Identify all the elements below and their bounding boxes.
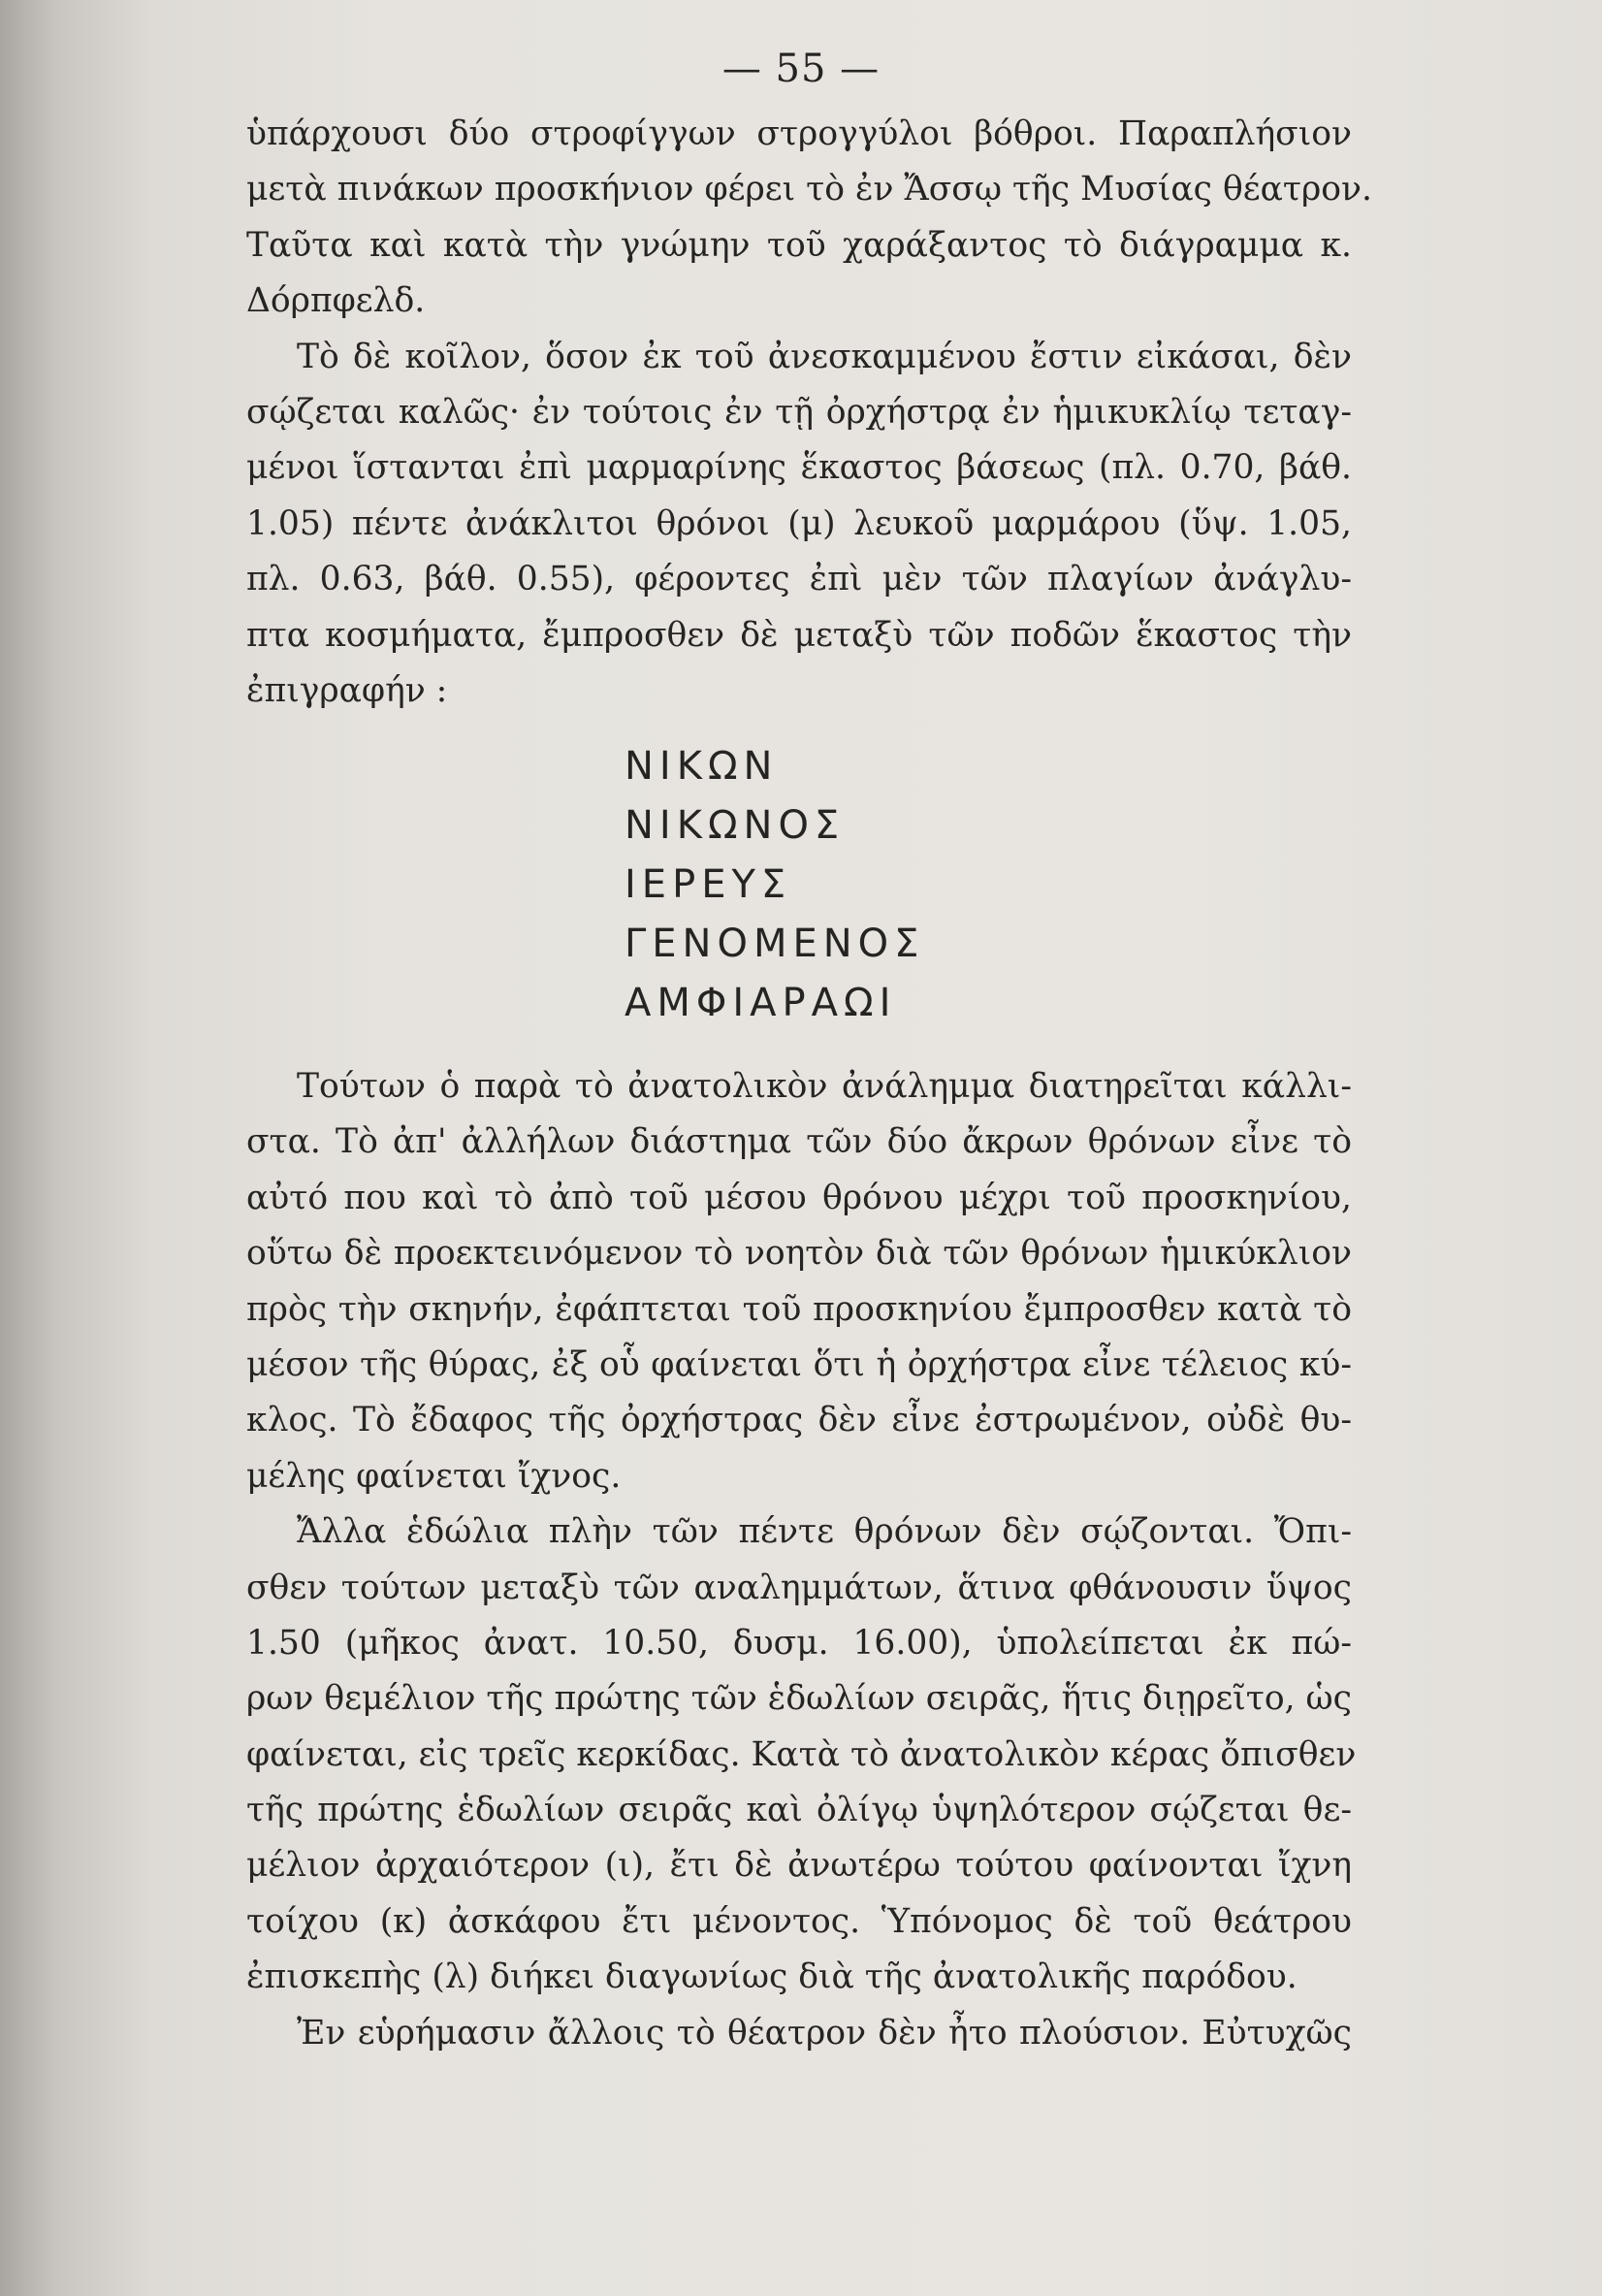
text-line: οὕτω δὲ προεκτεινόμενον τὸ νοητὸν διὰ τῶν θρόνων ἡμικύκλιον (246, 1234, 1352, 1274)
text-line: Ταῦτα καὶ κατὰ τὴν γνώμην τοῦ χαράξαντος τὸ διάγραμμα κ. (246, 225, 1352, 265)
text-line: μέσον τῆς θύρας, ἐξ οὗ φαίνεται ὅτι ἡ ὀρχήστρα εἶνε τέλειος κύ- (246, 1344, 1352, 1384)
text-line: φαίνεται, εἰς τρεῖς κερκίδας. Κατὰ τὸ ἀνατολικὸν κέρας ὄπισθεν (246, 1734, 1357, 1774)
text-line: Δόρπφελδ. (246, 281, 426, 321)
text-line: μετὰ πινάκων προσκήνιον φέρει τὸ ἐν Ἄσσῳ τῆς Μυσίας θέατρον. (246, 170, 1372, 210)
text-line: πρὸς τὴν σκηνήν, ἐφάπτεται τοῦ προσκηνίου ἔμπροσθεν κατὰ τὸ (246, 1289, 1352, 1329)
text-line: τῆς πρώτης ἑδωλίων σειρᾶς καὶ ὀλίγῳ ὑψηλότερον σῴζεται θε- (246, 1791, 1352, 1830)
text-block-lower (246, 1059, 1357, 2061)
text-line: ἐπισκεπὴς (λ) διήκει διαγωνίως διὰ τῆς ἀνατολικῆς παρόδου. (246, 1957, 1298, 1997)
text-line: Τὸ δὲ κοῖλον, ὅσον ἐκ τοῦ ἀνεσκαμμένου ἔστιν εἰκάσαι, δὲν (297, 337, 1352, 376)
page-number: — 55 — (721, 47, 881, 91)
text-line: σῴζεται καλῶς· ἐν τούτοις ἐν τῇ ὀρχήστρᾳ ἐν ἡμικυκλίῳ τεταγ- (246, 392, 1352, 432)
text-line: μέλιον ἀρχαιότερον (ι), ἔτι δὲ ἀνωτέρω τούτου φαίνονται ἴχνη (246, 1846, 1352, 1886)
text-line: Ἐν εὑρήμασιν ἄλλοις τὸ θέατρον δὲν ἦτο πλούσιον. Εὐτυχῶς (297, 2013, 1352, 2053)
text-line: αὐτό που καὶ τὸ ἀπὸ τοῦ μέσου θρόνου μέχρι τοῦ προσκηνίου, (246, 1178, 1352, 1217)
text-line: Ἄλλα ἑδώλια πλὴν τῶν πέντε θρόνων δὲν σῴζονται. Ὄπι- (297, 1512, 1352, 1552)
text-line: σθεν τούτων μεταξὺ τῶν αναλημμάτων, ἅτινα φθάνουσιν ὕψος (246, 1568, 1352, 1607)
text-line: πλ. 0.63, βάθ. 0.55), φέροντες ἐπὶ μὲν τῶν πλαγίων ἀνάγλυ- (246, 560, 1352, 599)
text-line: Τούτων ὁ παρὰ τὸ ἀνατολικὸν ἀνάλημμα διατηρεῖται κάλλι- (297, 1067, 1352, 1106)
text-line: ρων θεμέλιον τῆς πρώτης τῶν ἑδωλίων σειρᾶς, ἥτις διῃρεῖτο, ὡς (246, 1679, 1352, 1719)
text-line: στα. Τὸ ἀπ' ἀλλήλων διάστημα τῶν δύο ἄκρων θρόνων εἶνε τὸ (246, 1122, 1352, 1162)
text-line: πτα κοσμήματα, ἔμπροσθεν δὲ μεταξὺ τῶν ποδῶν ἕκαστος τὴν (246, 615, 1352, 655)
inscription (625, 737, 924, 1033)
text-line: μέλης φαίνεται ἴχνος. (246, 1456, 622, 1496)
text-line: ὑπάρχουσι δύο στροφίγγων στρογγύλοι βόθροι. Παραπλήσιον (246, 114, 1352, 153)
inscription-line: ΓΕΝΟΜΕΝΟΣ (625, 922, 925, 966)
text-line: μένοι ἵστανται ἐπὶ μαρμαρίνης ἕκαστος βάσεως (πλ. 0.70, βάθ. (246, 448, 1352, 488)
inscription-line: ΙΕΡΕΥΣ (625, 862, 792, 907)
text-line: 1.50 (μῆκος ἀνατ. 10.50, δυσμ. 16.00), ὑπολείπεται ἐκ πώ- (246, 1623, 1352, 1663)
text-line: τοίχου (κ) ἀσκάφου ἔτι μένοντος. Ὑπόνομος δὲ τοῦ θεάτρου (246, 1901, 1352, 1941)
text-line: ἐπιγραφήν : (246, 670, 448, 710)
text-block-upper (246, 107, 1372, 719)
text-line: κλος. Τὸ ἔδαφος τῆς ὀρχήστρας δὲν εἶνε ἐστρωμένον, οὐδὲ θυ- (246, 1401, 1352, 1440)
inscription-line: ΝΙΚΩΝ (625, 744, 779, 789)
inscription-line: ΝΙΚΩΝΟΣ (625, 803, 846, 848)
inscription-line: ΑΜΦΙΑΡΑΩΙ (625, 981, 897, 1025)
text-line: 1.05) πέντε ἀνάκλιτοι θρόνοι (μ) λευκοῦ μαρμάρου (ὕψ. 1.05, (246, 503, 1352, 543)
